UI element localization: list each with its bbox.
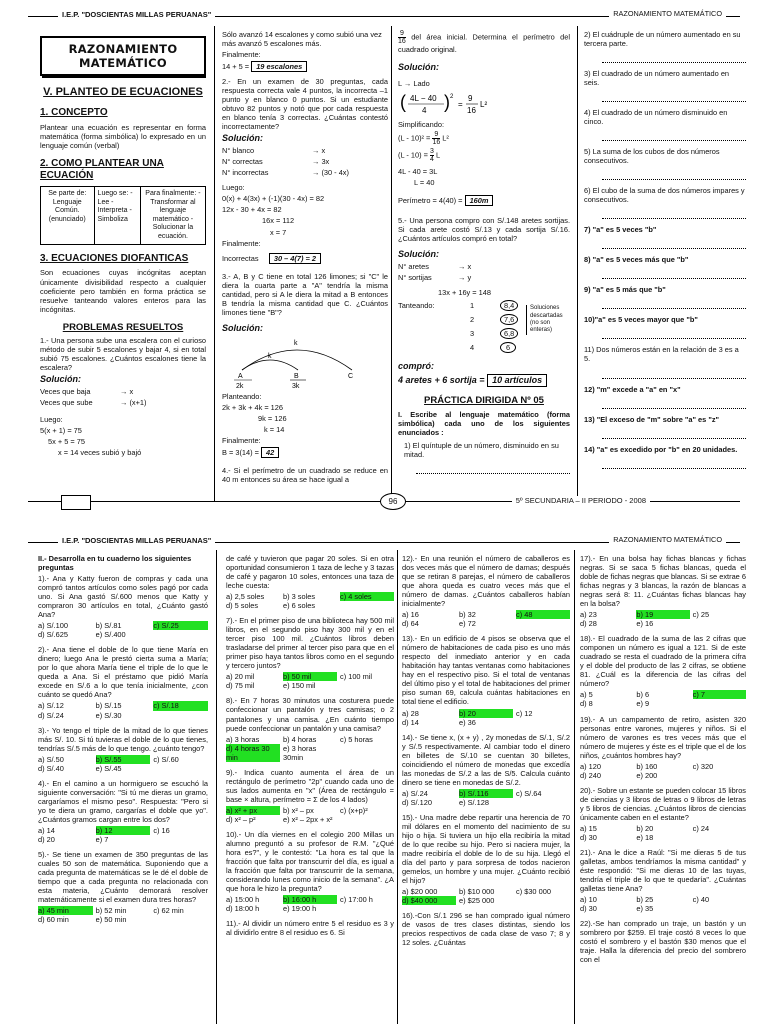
answer-options xyxy=(402,709,570,727)
question-text: 12).- En una reunión el número de caballeros es dos veces más que el número de damas; después que se retiran 8 parejas, el número de caballeros que ahora queda es cuatro veces más que el número de damas. ¿Cuántos caballeros habían inicialmente? xyxy=(402,554,570,609)
subject-name: RAZONAMIENTO MATEMÁTICO xyxy=(609,536,726,545)
answer-option[interactable]: c) S/.18 xyxy=(153,701,208,710)
answer-option[interactable]: c) 7 xyxy=(693,690,746,699)
answer-option[interactable]: e) 18 xyxy=(636,832,654,842)
answer-option[interactable]: c) (x+p)² xyxy=(340,805,368,815)
answer-box: 160m xyxy=(465,195,494,206)
solution-line: 9k = 126 xyxy=(258,413,287,423)
column-2 xyxy=(222,30,388,500)
answer-box: 19 escalones xyxy=(251,61,307,72)
column-divider xyxy=(391,26,392,502)
column-divider xyxy=(574,550,575,1024)
question-block xyxy=(402,911,570,947)
solution-line: 5(x + 1) = 75 xyxy=(40,426,82,436)
answer-options xyxy=(402,789,570,807)
answer-option[interactable]: d) 4 horas 30 min xyxy=(226,744,280,762)
answer-line[interactable] xyxy=(602,167,746,180)
answer-option[interactable]: d) S/.625 xyxy=(38,630,68,640)
answer-option[interactable]: b) 16:00 h xyxy=(283,895,337,904)
answer-option[interactable]: c) 40 xyxy=(692,895,710,905)
page-header xyxy=(28,10,740,22)
question-block xyxy=(38,779,208,844)
subject-name: RAZONAMIENTO MATEMÁTICO xyxy=(609,10,726,19)
answer-option[interactable]: b) 4 horas xyxy=(283,734,317,744)
answer-option[interactable]: b) 19 xyxy=(636,610,689,619)
svg-text:=: = xyxy=(458,100,463,110)
answer-option[interactable]: c) 25 xyxy=(692,610,710,620)
answer-option[interactable]: e) 150 mil xyxy=(283,681,316,691)
answer-options xyxy=(580,824,746,842)
answer-option[interactable]: d) 30 xyxy=(580,832,597,842)
answer-line[interactable] xyxy=(602,236,746,249)
section-title: 3. ECUACIONES DIOFANTICAS xyxy=(40,253,189,265)
question-text: 3).- Yo tengo el triple de la mitad de lo que tienes más S/. 10. Si tú tuvieras el doble de lo que tienes, tendrías S/.5 más de lo que tengo. ¿cuánto tengo? xyxy=(38,725,208,753)
question-block xyxy=(402,554,570,628)
practice-item: 10)"a" es 5 veces mayor que "b" xyxy=(584,315,698,325)
svg-text:4: 4 xyxy=(422,106,427,116)
question-text: 7).- En el primer piso de una biblioteca hay 500 mil libros, en el segundo piso hay 300 mil y en el tercer piso 100 mil. ¿Cuántos libros deben trasladarse del primer al tercer piso para que en el primer piso haya tantos libros como en el segundo y tercero juntos? xyxy=(226,616,394,671)
question-block xyxy=(402,634,570,726)
answer-line[interactable] xyxy=(416,461,570,474)
column-4 xyxy=(580,554,746,1024)
svg-text:B: B xyxy=(294,372,299,380)
question-block xyxy=(580,634,746,708)
solution-line: Sólo avanzó 14 escalones y como subió una vez más avanzó 5 escalones más. xyxy=(222,30,382,49)
answer-option[interactable]: d) 20 xyxy=(38,834,55,844)
answer-options xyxy=(580,762,746,780)
answer-option[interactable]: b) x² – px xyxy=(283,805,314,815)
section-title: 2. COMO PLANTEAR UNA ECUACIÓN xyxy=(40,157,164,181)
answer-options xyxy=(38,621,208,639)
answer-option[interactable]: b) 50 mil xyxy=(283,672,337,681)
solution-line: Luego: xyxy=(40,415,63,425)
answer-option[interactable]: b) S/.55 xyxy=(96,755,151,764)
answer-option[interactable]: d) 64 xyxy=(402,619,419,629)
answer-option[interactable]: e) 16 xyxy=(636,619,654,629)
question-text: 17).- En una bolsa hay fichas blancas y fichas negras. Si se saca 5 fichas blancas, queda el doble de fichas negras que blancas. Si se extrae 6 fichas negras y 3 blancas, la razón de blancas a negras será 8: 11. ¿Cuántas fichas blancas hay en la bolsa? xyxy=(580,554,746,609)
answer-option[interactable]: d) x² – p² xyxy=(226,814,256,824)
solution-label: Solución: xyxy=(398,62,439,73)
problem-text: 1.- Una persona sube una escalera con el curioso método de subir 5 escalones y bajar 4, si en total subió 75 escalones. ¿Cuántos escalones tiene la escalera? xyxy=(40,336,206,373)
solution-label: Solución: xyxy=(222,322,263,333)
answer-line: 4 aretes + 6 sortija = 10 artículos xyxy=(398,374,570,387)
practice-item: 4) El cuadrado de un número disminuido en cinco. xyxy=(584,108,728,127)
answer-option[interactable]: a) 120 xyxy=(580,761,601,771)
answer-option[interactable]: d) 75 mil xyxy=(226,681,255,691)
section-title: II.- Desarrolla en tu cuaderno los siguientes preguntas xyxy=(38,554,192,573)
solution-line: x = 7 xyxy=(270,227,287,237)
question-block xyxy=(580,715,746,780)
practice-instruction: I. Escribe al lenguaje matemático (forma simbólica) cada uno de los siguientes enunciados : xyxy=(398,409,570,437)
question-text: 5).- Se tiene un examen de 350 preguntas de las cuales 50 son de matemática. Suponiendo que a cada pregunta de matemáticas se le dé el doble de tiempo que a cada pregunta no relacionada con esta materia, ¿Cuánto demorará resolver matemáticamente si el examen dura tres horas? xyxy=(38,849,208,905)
solution-line: 4L - 40 = 3L xyxy=(398,167,438,177)
answer-options xyxy=(38,701,208,719)
answer-option[interactable]: c) S/.64 xyxy=(516,788,542,798)
solution-line: B = 3(14) = 42 xyxy=(222,447,388,458)
question-text: 13).- En un edificio de 4 pisos se observa que el número de habitaciones de cada piso es uno más respecto del inmediato anterior y en cada habitación hay tantas ventanas como habitaciones hay en el respectivo piso. Si el total de ventanas del último piso y el total de habitaciones del primer piso suman 69, calcula cuántas habitaciones en total tiene el edificio. xyxy=(402,634,570,707)
answer-option[interactable]: d) 8 xyxy=(580,699,593,709)
question-block xyxy=(226,768,394,824)
solution-line: 12x - 30 + 4x = 82 xyxy=(222,205,282,215)
solution-line: (L - 10)² = 9 16 L² xyxy=(398,131,449,147)
answer-option[interactable]: a) 14 xyxy=(38,825,55,835)
answer-option[interactable]: c) 320 xyxy=(692,761,714,771)
answer-box: 30 – 4(7) = 2 xyxy=(269,253,321,264)
answer-option[interactable]: b) 20 xyxy=(459,709,513,718)
svg-text:): ) xyxy=(444,92,450,113)
solution-line: Simplificando: xyxy=(398,120,445,130)
answer-option[interactable]: a) 15:00 h xyxy=(226,895,260,905)
limes-diagram xyxy=(222,336,362,390)
practice-item: 2) El cuádruple de un número aumentado en su tercera parte. xyxy=(584,30,741,49)
answer-options xyxy=(580,895,746,913)
solution-line: N° blanco → x xyxy=(222,146,326,156)
solution-line: N° aretes → x xyxy=(398,262,472,272)
answer-option[interactable]: c) S/.60 xyxy=(153,754,179,764)
table-cell: Luego se: - Lee - Interpreta - Simboliza xyxy=(94,187,140,245)
practice-title: PRÁCTICA DIRIGIDA Nº 05 xyxy=(424,395,544,407)
solution-line: Planteando: xyxy=(222,391,262,401)
question-block xyxy=(580,554,746,628)
answer-options xyxy=(580,690,746,708)
answer-option[interactable]: a) S/.50 xyxy=(38,754,64,764)
answer-option[interactable]: e) S/.30 xyxy=(95,710,122,720)
column-3 xyxy=(398,30,570,500)
table-cell: Para finalmente: -Transformar al lenguaje matemático -Solucionar la ecuación. xyxy=(140,187,205,245)
solved-title: PROBLEMAS RESUELTOS xyxy=(62,321,184,333)
answer-option[interactable]: e) $25 000 xyxy=(459,896,495,906)
question-text: 2).- Ana tiene el doble de lo que tiene María en dinero; luego Ana le prestó cierta suma a María; por lo que ahora María tiene el triple de lo que le queda a Ana. Si el préstamo que pidió María excede en S/.6 a lo que tenía inicialmente, ¿con cuánto se quedó Ana? xyxy=(38,645,208,700)
answer-option[interactable]: c) S/.25 xyxy=(153,621,208,630)
answer-option[interactable]: e) S/.128 xyxy=(459,797,489,807)
question-text: de café y tuvieron que pagar 20 soles. Si en otra oportunidad consumieron 1 taza de leche y 3 tazas de café y pagaron 10 soles, entonces una taza de leche cuesta: xyxy=(226,554,394,591)
answer-option[interactable]: b) 160 xyxy=(636,761,658,771)
question-text: 1).- Ana y Katty fueron de compras y cada una compró tantos artículos como soles pagó por cada uno. Si Ana gastó S/.600 menos que Katty y compraron 30 artículos en total, ¿Cuánto gastó Ana? xyxy=(38,574,208,620)
answer-line[interactable] xyxy=(602,266,746,279)
answer-option[interactable]: a) 45 min xyxy=(38,906,93,915)
answer-line[interactable] xyxy=(602,206,746,219)
question-text: 11).- Al dividir un número entre 5 el residuo es 3 y al dividirlo entre 8 el residuo es 6. Si xyxy=(226,919,394,938)
answer-option[interactable]: b) 12 xyxy=(96,826,151,835)
page-bottom xyxy=(0,512,768,1024)
steps-table xyxy=(40,186,206,245)
answer-line[interactable] xyxy=(602,296,746,309)
answer-option[interactable]: e) 7 xyxy=(95,834,109,844)
section-text: Plantear una ecuación es representar en forma matemática (forma simbólica) lo expresado en un lenguaje común (verbal) xyxy=(40,122,206,150)
answer-option[interactable]: c) $30 000 xyxy=(516,887,551,897)
practice-item: 11) Dos números están en la relación de 3 es a 5. xyxy=(584,345,739,364)
answer-option[interactable]: a) $20 000 xyxy=(402,887,438,897)
question-block xyxy=(38,645,208,719)
answer-line[interactable] xyxy=(602,456,746,469)
solution-line: L = 40 xyxy=(414,178,435,188)
column-divider xyxy=(214,26,215,502)
answer-option[interactable]: d) S/.40 xyxy=(38,763,64,773)
answer-option[interactable]: b) 25 xyxy=(636,895,654,905)
answer-option[interactable]: d) S/.120 xyxy=(402,797,432,807)
answer-option[interactable]: d) 5 soles xyxy=(226,601,259,611)
practice-item: 7) "a" es 5 veces "b" xyxy=(584,225,657,235)
page-number: 96 xyxy=(380,493,406,510)
answer-option[interactable]: b) 3 soles xyxy=(283,592,316,602)
svg-text:L²: L² xyxy=(480,100,488,110)
school-name: I.E.P. "DOSCIENTAS MILLAS PERUANAS" xyxy=(58,536,215,545)
column-1 xyxy=(38,554,208,1024)
question-block xyxy=(38,574,208,639)
answer-label: compró: xyxy=(398,361,434,372)
question-block xyxy=(226,919,394,937)
answer-option[interactable]: c) 62 min xyxy=(153,906,184,916)
answer-options xyxy=(38,755,208,773)
solution-line: Finalmente: xyxy=(222,238,261,248)
question-block xyxy=(580,919,746,964)
subject-banner: RAZONAMIENTO MATEMÁTICO xyxy=(40,36,206,76)
answer-options xyxy=(580,610,746,628)
solution-line: Veces que sube → (x+1) xyxy=(40,398,147,408)
answer-option[interactable]: a) 23 xyxy=(580,610,597,620)
answer-option[interactable]: c) 17:00 h xyxy=(340,895,373,905)
answer-option[interactable]: e) x² – 2px + x² xyxy=(283,814,333,824)
problem-text: 9 16 del área inicial. Determina el perímetro del cuadrado original. xyxy=(398,30,570,54)
answer-options xyxy=(226,735,394,762)
problem-text: 4.- Si el perímetro de un cuadrado se reduce en 40 m entonces su área se hace igual a xyxy=(222,465,388,484)
answer-option[interactable]: e) S/.45 xyxy=(95,763,122,773)
answer-option[interactable]: c) 48 xyxy=(516,610,570,619)
practice-item: 3) El cuadrado de un número aumentado en seis. xyxy=(584,69,730,88)
table-cell: Se parte de: Lenguaje Común. (enunciado) xyxy=(41,187,95,245)
question-block xyxy=(38,850,208,924)
answer-option[interactable]: e) 3 horas 30min xyxy=(283,743,317,762)
answer-option[interactable]: d) 18:00 h xyxy=(226,904,260,914)
answer-option[interactable]: d) $40 000 xyxy=(402,896,456,905)
question-block xyxy=(580,786,746,842)
answer-box: 42 xyxy=(261,447,279,458)
solution-line: L → Lado xyxy=(398,79,430,88)
answer-option[interactable]: b) S/.81 xyxy=(95,621,122,631)
answer-options xyxy=(38,906,208,924)
question-block xyxy=(580,848,746,913)
answer-option[interactable]: d) 240 xyxy=(580,770,601,780)
answer-box: 10 artículos xyxy=(487,374,547,387)
answer-option[interactable]: a) 10 xyxy=(580,895,597,905)
answer-option[interactable]: a) 16 xyxy=(402,610,419,620)
solution-line: 5x + 5 = 75 xyxy=(48,437,85,447)
problem-text: 3.- A, B y C tiene en total 126 limones; si "C" le diera la cuarta parte a "A" tendría la misma cantidad, pero si A le diera la mitad a B entonces B tendría la misma cantidad que C. ¿Cuántos limones tiene "B"? xyxy=(222,271,388,317)
answer-option[interactable]: a) 3 horas xyxy=(226,734,260,744)
answer-option[interactable]: a) S/.100 xyxy=(38,621,68,631)
solution-line: Finalmente: xyxy=(222,435,261,445)
question-text: 10).- Un día viernes en el colegio 200 Millas un alumno preguntó a su profesor de R.M. "¿Qué hora es?", y le contestó: "La hora es tal que la fracción que falta por transcurrir del día, es igual a la fracción que falta por transcurrir de la semana, considerando lunes como inicio de la semana". ¿A que hora le hizo la pregunta? xyxy=(226,829,394,894)
question-text: 19).- A un campamento de retiro, asisten 320 personas entre varones, mujeres y niños. Si el número de varones es tres veces más que el número de mujeres y éste es el triple que el de los niños, ¿cuántos hombres hay? xyxy=(580,714,746,760)
solution-line: 14 + 5 = 19 escalones xyxy=(222,61,388,72)
answer-option[interactable]: b) S/.15 xyxy=(95,701,122,711)
answer-option[interactable]: e) 72 xyxy=(459,619,476,629)
answer-line[interactable] xyxy=(602,426,746,439)
answer-option[interactable]: e) 9 xyxy=(636,699,650,709)
solution-label: Solución: xyxy=(398,249,439,260)
svg-text:A: A xyxy=(238,372,243,380)
answer-option[interactable]: e) 35 xyxy=(636,904,654,914)
answer-options xyxy=(38,826,208,844)
unit-title: V. PLANTEO DE ECUACIONES xyxy=(43,86,203,99)
solution-line: Veces que baja → x xyxy=(40,387,134,397)
answer-options xyxy=(402,887,570,905)
answer-option[interactable]: a) 20 mil xyxy=(226,672,255,682)
solution-line: Perímetro = 4(40) = 160m xyxy=(398,195,570,206)
answer-option[interactable]: b) 20 xyxy=(636,823,654,833)
answer-option[interactable]: b) 52 min xyxy=(95,906,127,916)
answer-option[interactable]: c) 12 xyxy=(516,708,533,718)
question-text: 20).- Sobre un estante se pueden colocar 15 libros de ciencias y 3 libros de letras o 9 libros de letras y 5 libros de ciencias. ¿Cuántos libros de ciencias únicamente caben en el estante? xyxy=(580,785,746,822)
answer-option[interactable]: c) 5 horas xyxy=(340,734,373,744)
answer-option[interactable]: a) 5 xyxy=(580,690,593,700)
question-text: 15).- Una madre debe repartir una herencia de 70 mil dólares en el momento del nacimiento de su hijo o hija. Si tuviera un hijo ella recibiría la mitad de lo que recibe su hijo. Pero si naciera mujer, la madre recibiría el doble de lo de su hija. Llegó el día del parto y para sorpresa de todos nacieron gemelos, un hombre y una mujer. ¿Cuánto recibió el hijo? xyxy=(402,812,570,886)
solution-line: N° correctas → 3x xyxy=(222,157,330,167)
answer-option[interactable]: a) 28 xyxy=(402,708,419,718)
period-label: 5º SECUNDARIA – II PERIODO - 2008 xyxy=(512,496,650,505)
practice-item: 9) "a" es 5 más que "b" xyxy=(584,285,666,295)
svg-text:4L − 40: 4L − 40 xyxy=(410,94,437,104)
solution-line: 13x + 16y = 148 xyxy=(438,288,492,298)
solution-line: k = 14 xyxy=(264,424,285,434)
answer-line[interactable] xyxy=(602,366,746,379)
question-text: 18).- El cuadrado de la suma de las 2 cifras que componen un número es igual a 121. Si de este cuadrado se resta el cuadrado de la primera cifra y el doble del producto de las 2 cifras, se obtiene 81. ¿Cuál es la diferencia de las cifras del número? xyxy=(580,634,746,689)
answer-option[interactable]: a) 15 xyxy=(580,823,597,833)
answer-options xyxy=(226,592,394,610)
practice-item: 8) "a" es 5 veces más que "b" xyxy=(584,255,689,265)
answer-option[interactable]: c) 100 mil xyxy=(340,672,373,682)
answer-option[interactable]: a) x² + px xyxy=(226,806,280,815)
answer-option[interactable]: e) 19:00 h xyxy=(283,904,317,914)
svg-text:9: 9 xyxy=(468,94,473,104)
solution-line: Luego: xyxy=(222,183,245,193)
column-4 xyxy=(584,30,746,500)
answer-option[interactable]: e) 6 soles xyxy=(283,601,316,611)
solution-line: 16x = 112 xyxy=(262,216,295,226)
answer-line[interactable] xyxy=(602,128,746,141)
solution-line: Incorrectas 30 – 4(7) = 2 xyxy=(222,253,388,264)
svg-text:(: ( xyxy=(400,92,406,113)
answer-option[interactable]: b) $10 000 xyxy=(459,887,495,897)
solution-line: x = 14 veces subió y bajó xyxy=(58,448,142,458)
answer-option[interactable]: e) S/.400 xyxy=(95,630,126,640)
answer-option[interactable]: e) 50 min xyxy=(95,915,127,925)
school-name: I.E.P. "DOSCIENTAS MILLAS PERUANAS" xyxy=(58,10,215,19)
column-divider xyxy=(397,550,398,1024)
practice-item: 13) "El exceso de "m" sobre "a" es "z" xyxy=(584,414,720,424)
question-text: 8).- En 7 horas 30 minutos una costurera puede confeccionar un pantalón y tres camisas; o 2 pantalones y una camisa. ¿En cuánto tiempo puede confeccionar un pantalón y una camisa? xyxy=(226,696,394,733)
answer-option[interactable]: d) S/.24 xyxy=(38,710,64,720)
practice-item: 5) La suma de los cubos de dos números consecutivos. xyxy=(584,147,720,166)
answer-options xyxy=(226,895,394,913)
answer-line[interactable] xyxy=(602,89,746,102)
page-header xyxy=(28,536,740,548)
question-block xyxy=(226,616,394,690)
column-divider xyxy=(577,26,578,502)
question-text: 22).-Se han comprado un traje, un bastón y un sombrero por $259. El traje costó 8 veces lo que costó el sombrero y el bastón $30 menos que el traje. Halla la diferencia del precio del sombrero con el xyxy=(580,919,746,965)
answer-option[interactable]: d) 60 min xyxy=(38,915,69,925)
practice-item: 1) El quíntuple de un número, disminuido en su mitad. xyxy=(404,440,559,459)
footer-box xyxy=(61,495,91,510)
solution-line: (L - 10) = 3 4 L xyxy=(398,148,441,164)
answer-line[interactable] xyxy=(602,326,746,339)
answer-line[interactable] xyxy=(602,50,746,63)
solution-label: Solución: xyxy=(40,374,81,385)
answer-option[interactable]: e) 36 xyxy=(459,717,476,727)
answer-option[interactable]: a) 2,5 soles xyxy=(226,592,265,602)
answer-option[interactable]: b) 32 xyxy=(459,610,476,620)
answer-option[interactable]: a) S/.24 xyxy=(402,788,428,798)
solution-line: Finalmente: xyxy=(222,50,261,60)
question-block xyxy=(226,696,394,761)
svg-text:3k: 3k xyxy=(292,382,300,390)
question-text: 14).- Se tiene x, (x + y) , 2y monedas de S/.1, S/.2 y S/.5 respectivamente. Al cambiar todo el dinero en billetes de S/.10 se cuentan 30 billetes, coincidiendo el número de monedas que excedía las monedas de S/.2 a las de S/5. Calcula cuánto dinero se tiene en monedas de S/.2. xyxy=(402,732,570,787)
svg-text:k: k xyxy=(294,339,298,347)
answer-option[interactable]: b) 6 xyxy=(636,690,650,700)
equation-figure xyxy=(398,90,518,118)
solution-label: Solución: xyxy=(222,133,263,144)
problem-text: 2.- En un examen de 30 preguntas, cada respuesta correcta vale 4 puntos, la incorrecta –1 punto y en blanco 0 puntos. Si un estudiante obtuvo 82 puntos y notó que por cada respuesta en blanco tenía 3 correctas. ¿Cuántas contestó incorrectamente? xyxy=(222,77,388,132)
svg-text:k: k xyxy=(268,352,272,360)
column-3 xyxy=(402,554,570,1024)
answer-option[interactable]: a) S/.12 xyxy=(38,701,64,711)
question-block xyxy=(226,830,394,913)
answer-option[interactable]: d) 28 xyxy=(580,619,597,629)
solution-line: N° incorrectas → (30 - 4x) xyxy=(222,168,349,178)
section-title: 1. CONCEPTO xyxy=(40,107,108,119)
solution-line: 2k + 3k + 4k = 126 xyxy=(222,402,284,412)
answer-option[interactable]: b) S/.116 xyxy=(459,789,513,798)
solution-line: 0(x) + 4(3x) + (-1)(30 - 4x) = 82 xyxy=(222,194,325,204)
answer-option[interactable]: d) 14 xyxy=(402,717,419,727)
answer-options xyxy=(402,610,570,628)
practice-item: 6) El cubo de la suma de dos números impares y consecutivos. xyxy=(584,186,745,205)
question-block xyxy=(402,733,570,807)
practice-item: 14) "a" es excedido por "b" en 20 unidades. xyxy=(584,444,738,454)
section-text: Son ecuaciones cuyas incógnitas aceptan únicamente divisibilidad respecto a cualquier coeficiente pero también en forma práctica se resuelve tanteando valores enteros para las incógnitas. xyxy=(40,268,206,314)
question-block xyxy=(38,726,208,773)
column-divider xyxy=(216,550,217,1024)
question-block xyxy=(226,554,394,610)
page-footer xyxy=(28,494,740,508)
svg-text:16: 16 xyxy=(467,106,476,116)
answer-line[interactable] xyxy=(602,396,746,409)
column-2 xyxy=(226,554,394,1024)
svg-text:2: 2 xyxy=(450,94,454,101)
answer-options xyxy=(226,672,394,690)
question-text: 16).-Con S/.1 296 se han comprado igual número de vasos de tres clases distintas, siendo los precios respectivos de cada clase de vaso 7; 8 y 12 soles. ¿Cuántas xyxy=(402,911,570,948)
svg-text:C: C xyxy=(348,372,354,380)
question-text: 21).- Ana le dice a Raúl: "Si me dieras 5 de tus galletas, ambos tendríamos la misma cantidad" y éste respondió: "Si me dieras 10 de las tuyas, tendría el triple de lo que te quedaría". ¿Cuántas galletas tiene Ana? xyxy=(580,847,746,894)
question-text: 4).- En el camino a un hormiguero se escuchó la siguiente conversación: "Si tú me dieras un gramo, cargaríamos el mismo peso". Respuesta: "Pero si yo te diera un gramo, cargarías el doble que yo". ¿Cuántos gramos cargan entre los dos? xyxy=(38,778,208,824)
answer-option[interactable]: e) 200 xyxy=(636,770,658,780)
answer-option[interactable]: c) 24 xyxy=(692,823,710,833)
question-text: 9).- Indica cuanto aumenta el área de un rectángulo de perímetro "2p" cuando cada uno de sus lados aumenta en "x" (Área de rectángulo = base × altura, perímetro = Σ de los 4 lados) xyxy=(226,767,394,804)
solution-line: N° sortijas → y xyxy=(398,273,472,283)
answer-option[interactable]: c) 4 soles xyxy=(340,592,394,601)
question-block xyxy=(402,813,570,905)
answer-option[interactable]: c) 16 xyxy=(153,825,170,835)
trial-table: Tanteando: 1 8,4 2 7,6 3 6,8 4 6 Soluciones descartadas (no son enteras) xyxy=(398,299,570,351)
column-1 xyxy=(40,30,206,500)
practice-item: 12) "m" excede a "a" en "x" xyxy=(584,384,681,394)
problem-text: 5.- Una persona compro con S/.148 aretes sortijas. Si cada arete costó S/.13 y cada sortija S/.16. ¿Cuántos artículos compró en total? xyxy=(398,216,570,244)
svg-text:2k: 2k xyxy=(236,382,244,390)
answer-option[interactable]: d) 30 xyxy=(580,904,597,914)
answer-options xyxy=(226,806,394,824)
